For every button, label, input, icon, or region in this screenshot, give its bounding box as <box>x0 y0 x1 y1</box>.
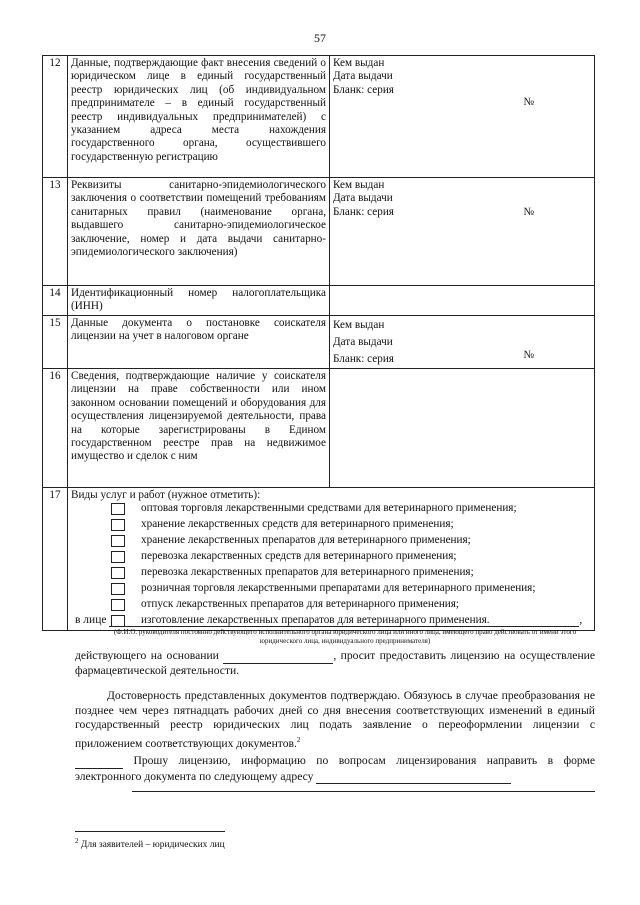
request-mark-field[interactable] <box>75 753 123 769</box>
service-option[interactable] <box>71 566 591 582</box>
number-label: № <box>523 349 534 361</box>
row-details-cell[interactable] <box>330 316 595 369</box>
service-label: отпуск лекарственных препаратов для ветеринарного применения; <box>141 598 460 611</box>
footnote <box>75 837 225 850</box>
row-description: Сведения, подтверждающие наличие у соискателя лицензии на праве собственности или ином законном основании помещений и оборудования для осуществления лицензируемой деятельности, права на которые зарегистрированы в Едином государственном реестре прав на недвижимое имущество и сделок с ним <box>68 369 330 488</box>
issue-date-label: Дата выдачи <box>333 70 393 83</box>
checkbox[interactable] <box>111 599 125 611</box>
footnote-ref: 2 <box>296 735 301 744</box>
row-number: 17 <box>43 488 68 631</box>
service-option[interactable] <box>71 550 591 566</box>
table-row <box>43 178 595 286</box>
page-number: 57 <box>314 31 326 45</box>
service-option[interactable] <box>71 534 591 550</box>
issued-by-label: Кем выдан <box>333 319 385 331</box>
table-row <box>43 56 595 178</box>
inn-value-cell[interactable] <box>330 286 595 316</box>
service-label: розничная торговля лекарственными препаратами для ветеринарного применения; <box>141 582 536 595</box>
checkbox[interactable] <box>111 535 125 547</box>
row-description: Данные документа о постановке соискателя лицензии на учет в налоговом органе <box>68 316 330 369</box>
footnote-text: Для заявителей – юридических лиц <box>80 840 225 851</box>
form-series-label: Бланк: серия <box>333 83 394 96</box>
issued-by-label: Кем выдан <box>333 57 385 69</box>
in-person-line <box>75 612 595 627</box>
in-person-label: в лице <box>75 614 107 626</box>
request-text: Прошу лицензию, информацию по вопросам лицензирования направить в форме электронного документа по следующему адресу <box>75 754 595 783</box>
confirmation-text: Достоверность представленных документов подтверждаю. Обязуюсь в случае преобразования не позднее чем через пятнадцать рабочих дней со дня внесения соответствующих изменений в единый государственный реестр юридических лиц подать заявление о переоформлении лицензии с приложением соответствующих документов. <box>75 689 595 750</box>
row-description: Данные, подтверждающие факт внесения сведений о юридическом лице в единый государственный реестр юридических лиц (об индивидуальном предпринимателе – в единый государственный реестр индивидуальных предпринимателей) с указанием адреса места нахождения государственного органа, осуществившего государственную регистрацию <box>68 56 330 178</box>
row-number: 16 <box>43 369 68 488</box>
footnote-mark: 2 <box>75 837 79 845</box>
basis-paragraph <box>75 648 595 678</box>
form-series-label: Бланк: серия <box>333 205 394 218</box>
row-number: 15 <box>43 316 68 369</box>
row-details-cell[interactable] <box>330 56 595 178</box>
table-row <box>43 316 595 369</box>
row-description: Идентификационный номер налогоплательщика (ИНН) <box>68 286 330 316</box>
row-number: 14 <box>43 286 68 316</box>
service-option[interactable] <box>71 502 591 518</box>
premises-value-cell[interactable] <box>330 369 595 488</box>
table-row <box>43 369 595 488</box>
row-details-cell[interactable] <box>330 178 595 286</box>
checkbox[interactable] <box>111 551 125 563</box>
service-label: перевозка лекарственных средств для ветеринарного применения; <box>141 550 457 563</box>
checkbox[interactable] <box>111 567 125 579</box>
row-description: Реквизиты санитарно-эпидемиологического заключения о соответствии помещений требованиям санитарных правил (наименование органа, выдавшего санитарно-эпидемиологическое заключение, номер и дата выдачи санитарно-эпидемиологического заключения) <box>68 178 330 286</box>
checkbox[interactable] <box>111 519 125 531</box>
form-series-label: Бланк: серия <box>333 353 394 365</box>
issued-by-label: Кем выдан <box>333 179 385 191</box>
fio-caption: (Ф.И.О. руководителя постоянно действующего исполнительного органа юридического лица или иного лица, имеющего право действовать от имени этого юридического лица, индивидуального предпринимателя) <box>113 628 577 645</box>
checkbox[interactable] <box>111 503 125 515</box>
address-field-line-2[interactable] <box>132 779 595 792</box>
issue-date-label: Дата выдачи <box>333 336 393 348</box>
service-label: изготовление лекарственных препаратов для ветеринарного применения. <box>141 614 490 627</box>
table-row <box>43 286 595 316</box>
in-person-comma: , <box>579 614 583 626</box>
issue-date-label: Дата выдачи <box>333 192 393 205</box>
service-option[interactable] <box>71 582 591 598</box>
services-heading: Виды услуг и работ (нужное отметить): <box>71 489 261 501</box>
basis-request-text: , просит предоставить лицензию на осуществление фармацевтической деятельности. <box>75 649 595 677</box>
representative-name-field[interactable] <box>109 612 579 627</box>
basis-label: действующего на основании <box>75 649 219 662</box>
number-label: № <box>523 96 534 108</box>
service-label: хранение лекарственных средств для ветеринарного применения; <box>141 518 454 531</box>
number-label: № <box>523 206 534 218</box>
application-table <box>42 55 595 631</box>
service-label: хранение лекарственных препаратов для ветеринарного применения; <box>141 534 471 547</box>
services-cell <box>68 488 595 631</box>
footnote-separator <box>75 831 225 832</box>
checkbox[interactable] <box>111 583 125 595</box>
basis-document-field[interactable] <box>223 648 333 664</box>
row-number: 12 <box>43 56 68 178</box>
table-row <box>43 488 595 631</box>
service-label: перевозка лекарственных препаратов для ветеринарного применения; <box>141 566 474 579</box>
service-option[interactable] <box>71 518 591 534</box>
row-number: 13 <box>43 178 68 286</box>
service-label: оптовая торговля лекарственными средствами для ветеринарного применения; <box>141 502 517 515</box>
confirmation-paragraph <box>75 689 595 751</box>
